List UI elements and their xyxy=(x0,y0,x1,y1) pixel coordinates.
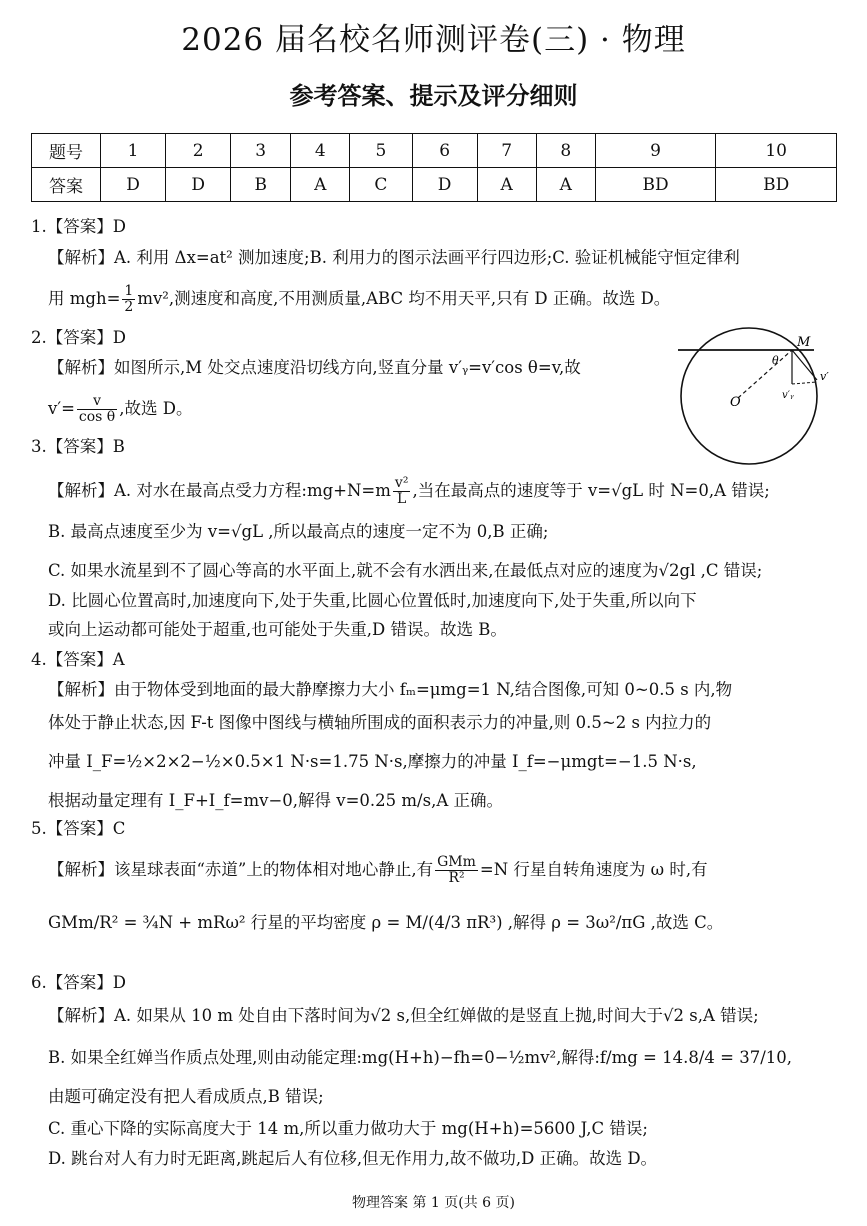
q3-analysis-line: D. 比圆心位置高时,加速度向下,处于失重,比圆心位置低时,加速度向下,处于失重,所以向下 xyxy=(48,591,697,610)
denominator: R² xyxy=(448,870,465,886)
row-label-question: 题号 xyxy=(32,134,101,168)
q6-analysis-line: 【解析】A. 如果从 10 m 处自由下落时间为√2 s,但全红婵做的是竖直上抛,时间大于√2 s,A 错误; xyxy=(48,1006,759,1025)
question-cell: 5 xyxy=(350,134,412,168)
q4-answer: 4.【答案】A xyxy=(31,650,125,669)
denominator: 2 xyxy=(124,299,134,315)
answer-cell: A xyxy=(536,168,595,202)
question-cell: 2 xyxy=(166,134,231,168)
answer-cell: BD xyxy=(595,168,716,202)
answer-cell: BD xyxy=(716,168,837,202)
answer-cell: C xyxy=(350,168,412,202)
q5-analysis-line xyxy=(48,855,708,886)
question-cell: 8 xyxy=(536,134,595,168)
q3-answer: 3.【答案】B xyxy=(31,437,125,456)
q5-text: 【解析】该星球表面“赤道”上的物体相对地心静止,有 xyxy=(48,860,434,879)
fraction xyxy=(77,394,117,425)
label-vy: v′ᵧ xyxy=(782,390,794,401)
velocity-tangent xyxy=(792,350,817,380)
q2-analysis-line: 【解析】如图所示,M 处交点速度沿切线方向,竖直分量 v′ᵧ=v′cos θ=v,故 xyxy=(48,358,581,377)
answer-cell: A xyxy=(477,168,536,202)
fraction xyxy=(435,855,478,886)
label-v-prime: v′ xyxy=(820,370,829,383)
row-label-answer: 答案 xyxy=(32,168,101,202)
question-cell: 6 xyxy=(412,134,477,168)
numerator: v² xyxy=(394,475,409,491)
numerator: v xyxy=(77,394,117,410)
q4-analysis-line: 根据动量定理有 I_F+I_f=mv−0,解得 v=0.25 m/s,A 正确。 xyxy=(48,791,503,810)
answer-cell: B xyxy=(231,168,291,202)
question-cell: 4 xyxy=(291,134,350,168)
q4-analysis-line: 【解析】由于物体受到地面的最大静摩擦力大小 fₘ=μmg=1 N,结合图像,可知 0~0.5 s 内,物 xyxy=(48,680,733,699)
answer-row xyxy=(32,168,837,202)
q3-text: 【解析】A. 对水在最高点受力方程:mg+N=m xyxy=(48,481,391,500)
q6-answer: 6.【答案】D xyxy=(31,973,126,992)
question-cell: 1 xyxy=(101,134,166,168)
answer-cell: D xyxy=(412,168,477,202)
q3-analysis-line: 或向上运动都可能处于超重,也可能处于失重,D 错误。故选 B。 xyxy=(48,620,507,639)
q6-analysis-line: C. 重心下降的实际高度大于 14 m,所以重力做功大于 mg(H+h)=5600 J,C 错误; xyxy=(48,1119,648,1138)
q4-analysis-line: 冲量 I_F=½×2×2−½×0.5×1 N·s=1.75 N·s,摩擦力的冲量 I_f=−μmgt=−1.5 N·s, xyxy=(48,752,697,771)
q2-text: v′= xyxy=(48,399,75,418)
q1-analysis-line: 【解析】A. 利用 Δx=at² 测加速度;B. 利用力的图示法画平行四边形;C. 验证机械能守恒定律利 xyxy=(48,248,740,267)
numerator: 1 xyxy=(124,283,134,299)
label-theta: θ xyxy=(772,354,779,367)
question-cell: 10 xyxy=(716,134,837,168)
q5-answer: 5.【答案】C xyxy=(31,819,126,838)
fraction xyxy=(122,284,135,315)
question-number-row xyxy=(32,134,837,168)
question-cell: 7 xyxy=(477,134,536,168)
page-title: 2026 届名校名师测评卷(三) · 物理 xyxy=(181,22,686,58)
circle-diagram xyxy=(674,326,844,466)
label-M: M xyxy=(797,335,811,350)
question-cell: 9 xyxy=(595,134,716,168)
denominator: cos θ xyxy=(78,409,116,425)
q2-analysis-line xyxy=(48,394,192,425)
q1-analysis-line xyxy=(48,284,670,315)
q5-analysis-line: GMm/R² = ¾N + mRω² 行星的平均密度 ρ = M/(4/3 πR³) ,解得 ρ = 3ω²/πG ,故选 C。 xyxy=(48,913,724,932)
q3-analysis-line: B. 最高点速度至少为 v=√gL ,所以最高点的速度一定不为 0,B 正确; xyxy=(48,522,549,541)
q1-text: mv²,测速度和高度,不用测质量,ABC 均不用天平,只有 D 正确。故选 D。 xyxy=(137,289,671,308)
q5-text: =N 行星自转角速度为 ω 时,有 xyxy=(479,860,708,879)
q3-analysis-line: C. 如果水流星到不了圆心等高的水平面上,就不会有水洒出来,在最低点对应的速度为√2gl ,C 错误; xyxy=(48,561,763,580)
question-cell: 3 xyxy=(231,134,291,168)
page-subtitle: 参考答案、提示及评分细则 xyxy=(289,82,578,110)
numerator: GMm xyxy=(437,854,476,870)
fraction xyxy=(393,476,411,507)
q6-analysis-line: D. 跳台对人有力时无距离,跳起后人有位移,但无作用力,故不做功,D 正确。故选 D。 xyxy=(48,1149,658,1168)
page-footer: 物理答案 第 1 页(共 6 页) xyxy=(352,1195,515,1211)
q6-analysis-line: 由题可确定没有把人看成质点,B 错误; xyxy=(48,1087,324,1106)
denominator: L xyxy=(397,491,407,507)
q2-text: ,故选 D。 xyxy=(119,399,193,418)
answer-cell: D xyxy=(166,168,231,202)
q3-analysis-line xyxy=(48,476,770,507)
answer-cell: A xyxy=(291,168,350,202)
answer-cell: D xyxy=(101,168,166,202)
q3-text: ,当在最高点的速度等于 v=√gL 时 N=0,A 错误; xyxy=(412,481,770,500)
q6-analysis-line: B. 如果全红婵当作质点处理,则由动能定理:mg(H+h)−fh=0−½mv²,解得:f/mg = 14.8/4 = 37/10, xyxy=(48,1048,793,1067)
answer-table xyxy=(31,133,837,202)
label-O: O xyxy=(730,395,741,410)
q1-answer: 1.【答案】D xyxy=(31,217,126,236)
q1-text: 用 mgh= xyxy=(48,289,121,308)
q2-answer: 2.【答案】D xyxy=(31,328,126,347)
q4-analysis-line: 体处于静止状态,因 F-t 图像中图线与横轴所围成的面积表示力的冲量,则 0.5~2 s 内拉力的 xyxy=(48,713,712,732)
component-line xyxy=(792,382,817,384)
